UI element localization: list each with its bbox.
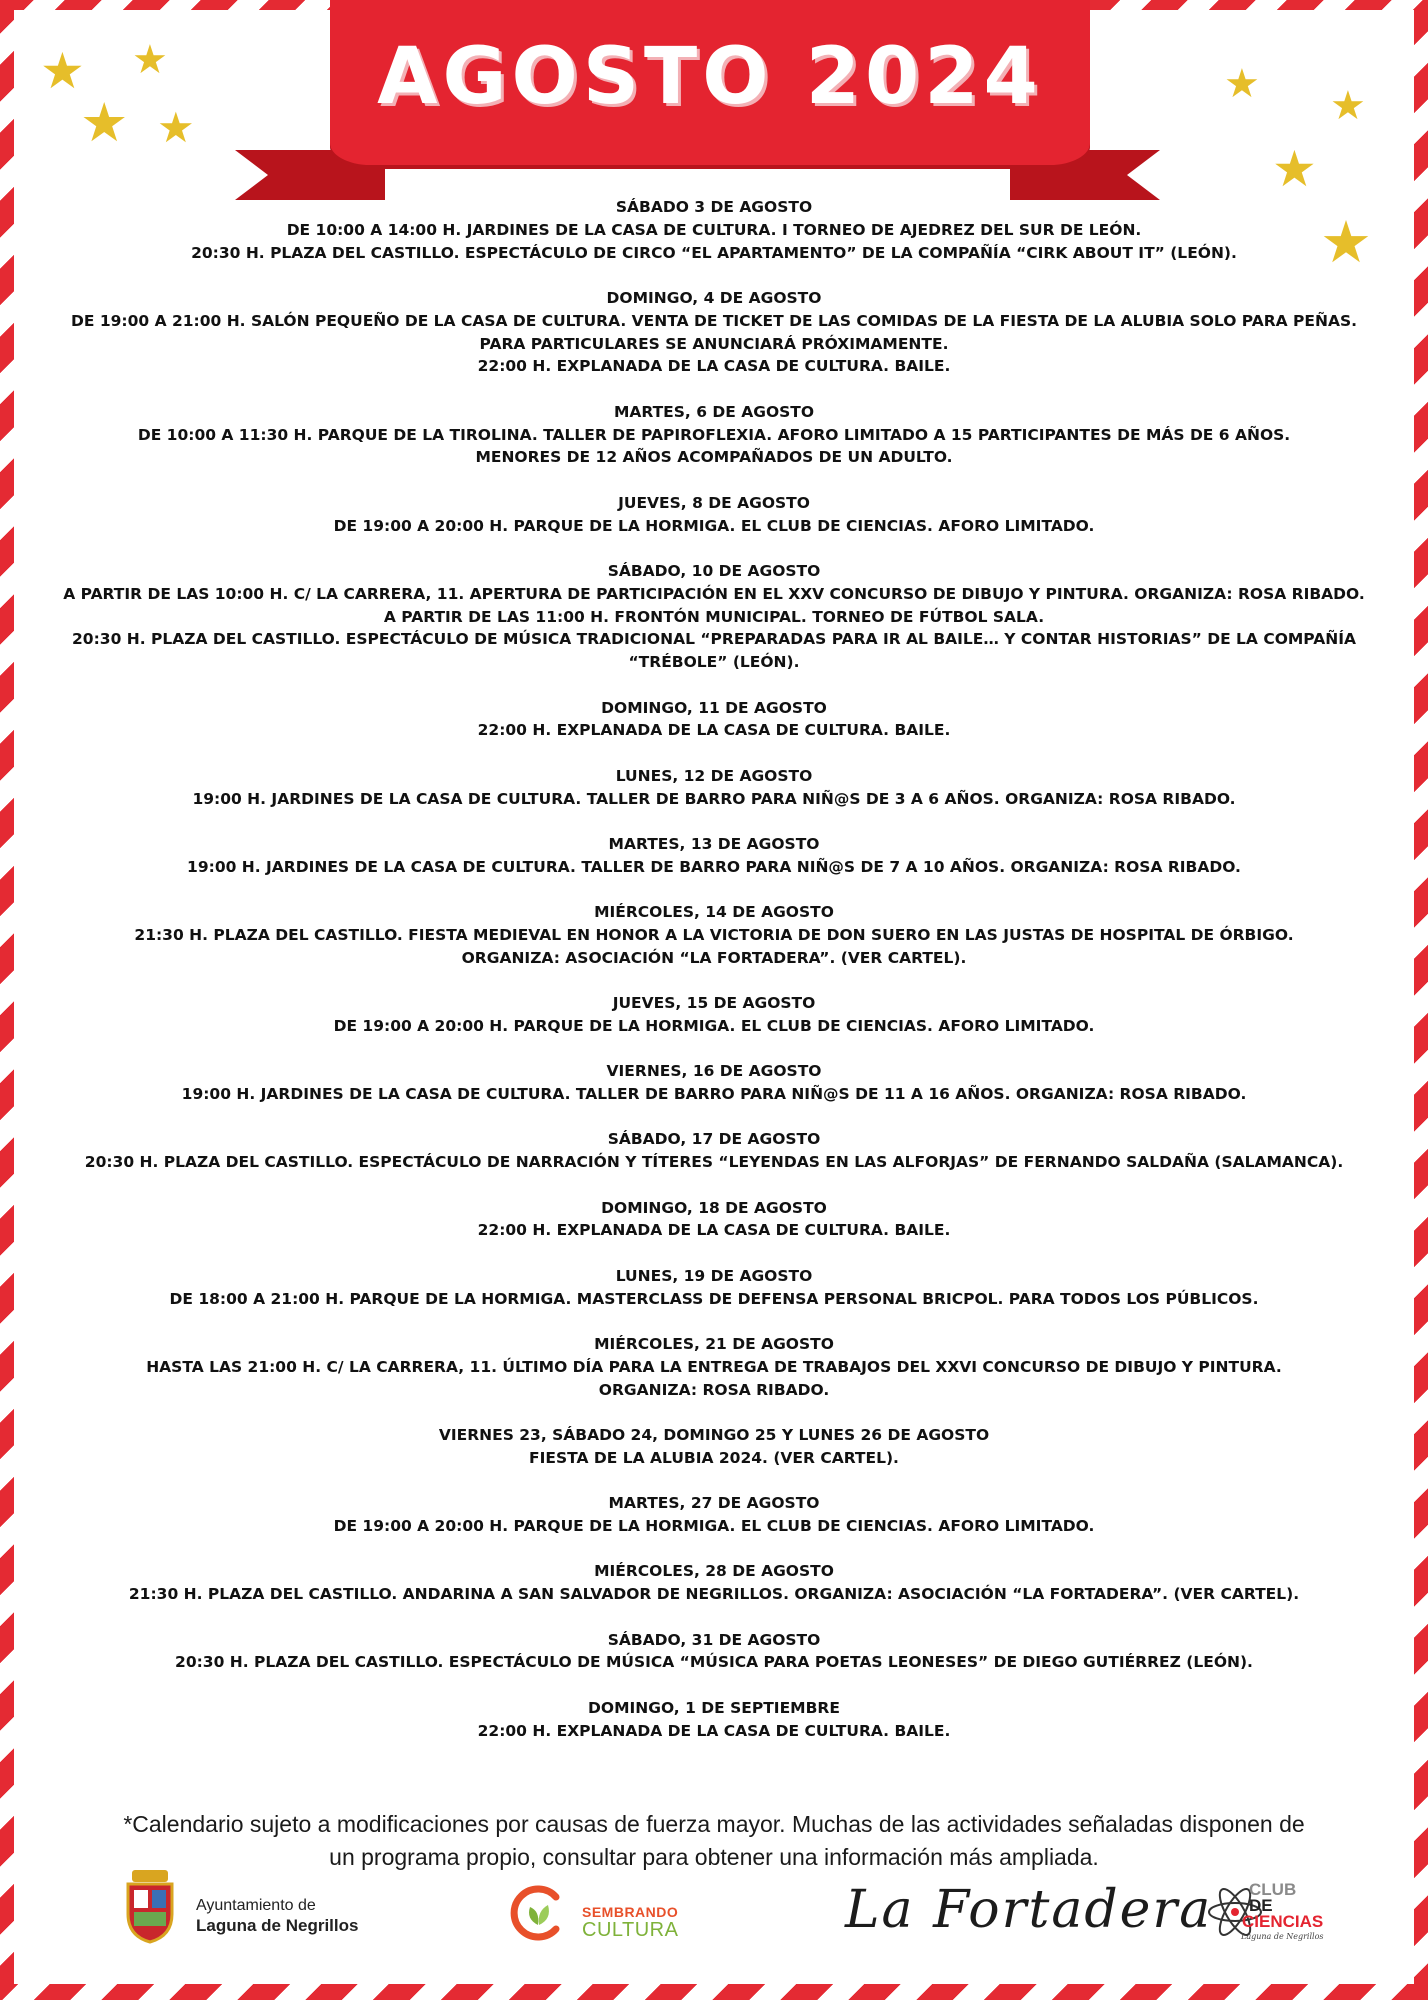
entry-date: DOMINGO, 11 DE AGOSTO bbox=[601, 698, 827, 717]
schedule-entry bbox=[20, 1197, 1408, 1243]
schedule-entry bbox=[20, 697, 1408, 743]
schedule-entry bbox=[20, 196, 1408, 264]
entry-date: DOMINGO, 18 DE AGOSTO bbox=[601, 1198, 827, 1217]
entry-date: SÁBADO, 31 DE AGOSTO bbox=[607, 1630, 821, 1649]
entry-date: VIERNES, 16 DE AGOSTO bbox=[606, 1062, 822, 1081]
entry-date: SÁBADO, 17 DE AGOSTO bbox=[607, 1130, 821, 1149]
star-icon: ★ bbox=[1330, 83, 1366, 129]
schedule-entry bbox=[20, 765, 1408, 811]
schedule-entry bbox=[20, 492, 1408, 538]
club-line3: CIENCIAS bbox=[1242, 1912, 1324, 1931]
entry-line: 19:00 H. JARDINES DE LA CASA DE CULTURA. TALLER DE BARRO PARA NIÑ@S DE 11 A 16 AÑOS. ORGANIZA: ROSA RIBADO. bbox=[181, 1085, 1247, 1104]
entry-date: JUEVES, 15 DE AGOSTO bbox=[612, 994, 816, 1013]
entry-date: MARTES, 27 DE AGOSTO bbox=[608, 1494, 820, 1513]
schedule-entry bbox=[20, 560, 1408, 674]
disclaimer-line: *Calendario sujeto a modificaciones por causas de fuerza mayor. Muchas de las actividades señaladas disponen de bbox=[123, 1811, 1305, 1837]
entry-date: MIÉRCOLES, 21 DE AGOSTO bbox=[594, 1335, 834, 1353]
ayuntamiento-line2: Laguna de Negrillos bbox=[196, 1916, 359, 1935]
club-line1: CLUB bbox=[1249, 1880, 1297, 1899]
entry-line: 19:00 H. JARDINES DE LA CASA DE CULTURA. TALLER DE BARRO PARA NIÑ@S DE 7 A 10 AÑOS. ORGANIZA: ROSA RIBADO. bbox=[187, 857, 1241, 876]
entry-date: SÁBADO 3 DE AGOSTO bbox=[615, 198, 813, 216]
ayuntamiento-text bbox=[196, 1896, 358, 1936]
sembrando-line2: CULTURA bbox=[582, 1919, 679, 1941]
entry-date: VIERNES 23, SÁBADO 24, DOMINGO 25 Y LUNES 26 DE AGOSTO bbox=[438, 1425, 990, 1444]
schedule-entry bbox=[20, 833, 1408, 879]
page-title: AGOSTO 2024 bbox=[377, 32, 1043, 122]
entry-line: 22:00 H. EXPLANADA DE LA CASA DE CULTURA. BAILE. bbox=[477, 1721, 951, 1740]
entry-line: HASTA LAS 21:00 H. C/ LA CARRERA, 11. ÚLTIMO DÍA PARA LA ENTREGA DE TRABAJOS DEL XXVI CONCURSO DE DIBUJO Y PINTURA. bbox=[146, 1357, 1282, 1376]
entry-date: MARTES, 6 DE AGOSTO bbox=[613, 402, 815, 421]
logo-la-fortadera: La Fortadera bbox=[845, 1880, 1213, 1940]
entry-line: ORGANIZA: ROSA RIBADO. bbox=[598, 1380, 830, 1399]
schedule-entry bbox=[20, 1424, 1408, 1470]
coat-of-arms-icon bbox=[122, 1868, 178, 1944]
entry-line: A PARTIR DE LAS 11:00 H. FRONTÓN MUNICIPAL. TORNEO DE FÚTBOL SALA. bbox=[383, 607, 1045, 626]
entry-line: A PARTIR DE LAS 10:00 H. C/ LA CARRERA, 11. APERTURA DE PARTICIPACIÓN EN EL XXV CONCURSO DE DIBUJO Y PINTURA. ORGANIZA: ROSA RIBADO. bbox=[63, 584, 1365, 603]
schedule-entry bbox=[20, 1629, 1408, 1675]
entry-line: 20:30 H. PLAZA DEL CASTILLO. ESPECTÁCULO DE MÚSICA TRADICIONAL “PREPARADAS PARA IR AL BAILE… Y CONTAR HISTORIAS” DE LA COMPAÑÍA bbox=[72, 630, 1356, 649]
star-icon: ★ bbox=[1224, 61, 1260, 107]
schedule-entry bbox=[20, 401, 1408, 469]
entry-line: DE 18:00 A 21:00 H. PARQUE DE LA HORMIGA. MASTERCLASS DE DEFENSA PERSONAL BRICPOL. PARA TODOS LOS PÚBLICOS. bbox=[169, 1289, 1259, 1308]
event-schedule bbox=[20, 196, 1408, 1765]
sembrando-text bbox=[582, 1903, 678, 1939]
schedule-entry bbox=[20, 1265, 1408, 1311]
sembrando-line1: SEMBRANDO bbox=[582, 1904, 679, 1920]
entry-line: 20:30 H. PLAZA DEL CASTILLO. ESPECTÁCULO DE NARRACIÓN Y TÍTERES “LEYENDAS EN LAS ALFORJAS” DE FERNANDO SALDAÑA (SALAMANCA). bbox=[84, 1153, 1344, 1172]
schedule-entry bbox=[20, 1560, 1408, 1606]
entry-date: JUEVES, 8 DE AGOSTO bbox=[618, 493, 810, 512]
entry-line: 20:30 H. PLAZA DEL CASTILLO. ESPECTÁCULO DE CIRCO “EL APARTAMENTO” DE LA COMPAÑÍA “CIRK ABOUT IT” (LEÓN). bbox=[191, 243, 1237, 262]
entry-line: DE 10:00 A 11:30 H. PARQUE DE LA TIROLINA. TALLER DE PAPIROFLEXIA. AFORO LIMITADO A 15 PARTICIPANTES DE MÁS DE 6 AÑOS. bbox=[137, 425, 1291, 444]
ayuntamiento-line1: Ayuntamiento de bbox=[196, 1897, 316, 1914]
star-icon: ★ bbox=[80, 91, 129, 154]
entry-line: FIESTA DE LA ALUBIA 2024. (VER CARTEL). bbox=[529, 1448, 899, 1467]
entry-line: MENORES DE 12 AÑOS ACOMPAÑADOS DE UN ADULTO. bbox=[475, 448, 953, 467]
schedule-entry bbox=[20, 901, 1408, 969]
schedule-entry bbox=[20, 1697, 1408, 1743]
club-line2: DE bbox=[1249, 1896, 1273, 1915]
entry-date: LUNES, 19 DE AGOSTO bbox=[615, 1266, 813, 1285]
logo-sembrando-cultura bbox=[510, 1885, 710, 1955]
entry-date: DOMINGO, 4 DE AGOSTO bbox=[606, 288, 822, 307]
sprout-icon bbox=[510, 1885, 566, 1941]
entry-line: “TRÉBOLE” (LEÓN). bbox=[628, 653, 800, 672]
entry-date: LUNES, 12 DE AGOSTO bbox=[615, 766, 813, 785]
schedule-entry bbox=[20, 992, 1408, 1038]
star-icon: ★ bbox=[40, 42, 85, 100]
entry-date: MARTES, 13 DE AGOSTO bbox=[608, 834, 820, 853]
disclaimer-line: un programa propio, consultar para obtener una información más ampliada. bbox=[329, 1844, 1099, 1870]
schedule-entry bbox=[20, 1128, 1408, 1174]
logo-ayuntamiento bbox=[122, 1868, 382, 1948]
schedule-entry bbox=[20, 1333, 1408, 1401]
disclaimer-note bbox=[40, 1808, 1388, 1874]
entry-line: 21:30 H. PLAZA DEL CASTILLO. FIESTA MEDIEVAL EN HONOR A LA VICTORIA DE DON SUERO EN LAS JUSTAS DE HOSPITAL DE ÓRBIGO. bbox=[134, 925, 1294, 944]
entry-line: ORGANIZA: ASOCIACIÓN “LA FORTADERA”. (VER CARTEL). bbox=[461, 948, 967, 967]
star-icon: ★ bbox=[1272, 140, 1317, 198]
entry-line: DE 19:00 A 20:00 H. PARQUE DE LA HORMIGA. EL CLUB DE CIENCIAS. AFORO LIMITADO. bbox=[333, 516, 1095, 535]
entry-line: 19:00 H. JARDINES DE LA CASA DE CULTURA. TALLER DE BARRO PARA NIÑ@S DE 3 A 6 AÑOS. ORGANIZA: ROSA RIBADO. bbox=[192, 789, 1236, 808]
entry-date: SÁBADO, 10 DE AGOSTO bbox=[607, 561, 821, 580]
entry-date: DOMINGO, 1 DE SEPTIEMBRE bbox=[588, 1698, 840, 1717]
schedule-entry bbox=[20, 287, 1408, 378]
entry-line: DE 19:00 A 20:00 H. PARQUE DE LA HORMIGA. EL CLUB DE CIENCIAS. AFORO LIMITADO. bbox=[333, 1016, 1095, 1035]
entry-date: MIÉRCOLES, 28 DE AGOSTO bbox=[594, 1562, 834, 1581]
logo-club-de-ciencias bbox=[1205, 1880, 1325, 1950]
star-icon: ★ bbox=[157, 103, 195, 152]
schedule-entry bbox=[20, 1492, 1408, 1538]
entry-line: 22:00 H. EXPLANADA DE LA CASA DE CULTURA. BAILE. bbox=[477, 357, 951, 376]
entry-line: DE 19:00 A 20:00 H. PARQUE DE LA HORMIGA. EL CLUB DE CIENCIAS. AFORO LIMITADO. bbox=[333, 1516, 1095, 1535]
schedule-entry bbox=[20, 1060, 1408, 1106]
entry-line: 22:00 H. EXPLANADA DE LA CASA DE CULTURA. BAILE. bbox=[477, 1221, 951, 1240]
star-icon: ★ bbox=[1320, 208, 1372, 276]
entry-line: 20:30 H. PLAZA DEL CASTILLO. ESPECTÁCULO DE MÚSICA “MÚSICA PARA POETAS LEONESES” DE DIEGO GUTIÉRREZ (LEÓN). bbox=[175, 1653, 1253, 1672]
entry-line: DE 19:00 A 21:00 H. SALÓN PEQUEÑO DE LA CASA DE CULTURA. VENTA DE TICKET DE LAS COMIDAS DE LA FIESTA DE LA ALUBIA SOLO PARA PEÑAS. bbox=[70, 311, 1358, 330]
club-line4: Laguna de Negrillos bbox=[1241, 1932, 1324, 1941]
star-icon: ★ bbox=[132, 37, 168, 83]
entry-line: 21:30 H. PLAZA DEL CASTILLO. ANDARINA A SAN SALVADOR DE NEGRILLOS. ORGANIZA: ASOCIACIÓN “LA FORTADERA”. (VER CARTEL). bbox=[128, 1585, 1300, 1604]
entry-line: DE 10:00 A 14:00 H. JARDINES DE LA CASA DE CULTURA. I TORNEO DE AJEDREZ DEL SUR DE LEÓN. bbox=[286, 220, 1142, 239]
entry-date: MIÉRCOLES, 14 DE AGOSTO bbox=[594, 903, 834, 922]
entry-line: PARA PARTICULARES SE ANUNCIARÁ PRÓXIMAMENTE. bbox=[479, 334, 949, 353]
entry-line: 22:00 H. EXPLANADA DE LA CASA DE CULTURA. BAILE. bbox=[477, 721, 951, 740]
